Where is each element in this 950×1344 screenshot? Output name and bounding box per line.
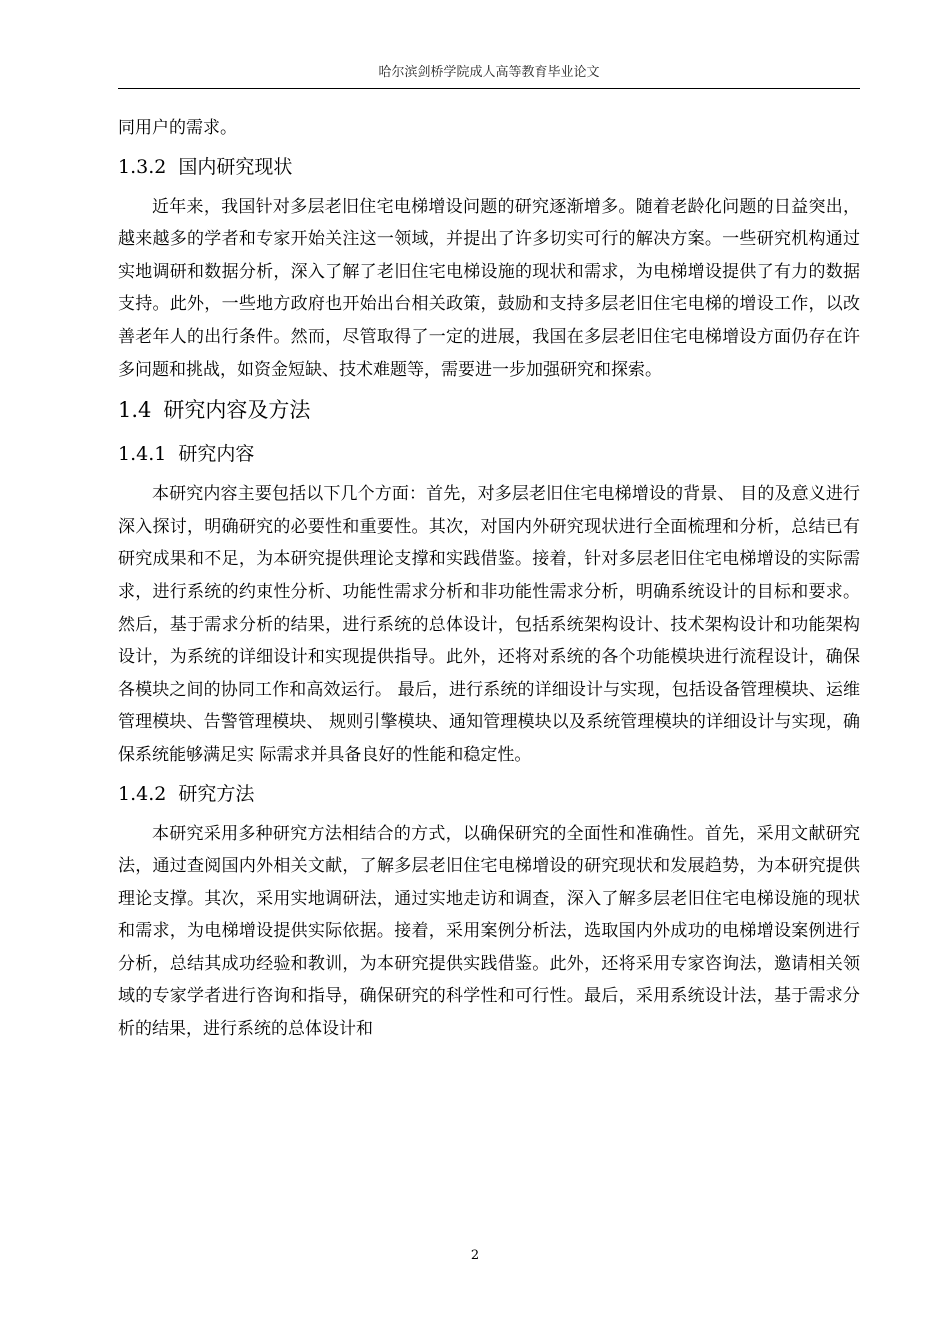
paragraph-domestic-research: 近年来，我国针对多层老旧住宅电梯增设问题的研究逐渐增多。随着老龄化问题的日益突出，越来越多的学者和专家开始关注这一领域，并提出了许多切实可行的解决方案。一些研究机构通过实地调研和数据分析，深入了解了老旧住宅电梯设施的现状和需求，为电梯增设提供了有力的数据支持。此外，一些地方政府也开始出台相关政策，鼓励和支持多层老旧住宅电梯的增设工作，以改善老年人的出行条件。然而，尽管取得了一定的进展，我国在多层老旧住宅电梯增设方面仍存在许多问题和挑战，如资金短缺、技术难题等，需要进一步加强研究和探索。 <box>118 196 860 380</box>
document-body <box>118 112 860 1046</box>
section-heading-1-4-2 <box>118 774 860 814</box>
section-heading-1-4-1 <box>118 434 860 474</box>
page-header <box>118 58 860 89</box>
section-number: 1.4.2 <box>118 782 167 805</box>
paragraph-research-content: 本研究内容主要包括以下几个方面：首先，对多层老旧住宅电梯增设的背景、 目的及意义进行深入探讨，明确研究的必要性和重要性。其次，对国内外研究现状进行全面梳理和分析，总结已有研究成果和不足，为本研究提供理论支撑和实践借鉴。接着，针对多层老旧住宅电梯增设的实际需求，进行系统的约束性分析、功能性需求分析和非功能性需求分析，明确系统设计的目标和要求。然后，基于需求分析的结果，进行系统的总体设计，包括系统架构设计、技术架构设计和功能架构设计，为系统的详细设计和实现提供指导。此外，还将对系统的各个功能模块进行流程设计，确保各模块之间的协同工作和高效运行。 最后，进行系统的详细设计与实现，包括设备管理模块、运维管理模块、告警管理模块、 规则引擎模块、通知管理模块以及系统管理模块的详细设计与实现，确保系统能够满足实 际需求并具备良好的性能和稳定性。 <box>118 484 860 765</box>
section-heading-1-4 <box>118 388 860 432</box>
paragraph-research-methods: 本研究采用多种研究方法相结合的方式，以确保研究的全面性和准确性。首先，采用文献研究法，通过查阅国内外相关文献，了解多层老旧住宅电梯增设的研究现状和发展趋势，为本研究提供理论支撑。其次，采用实地调研法，通过实地走访和调查，深入了解多层老旧住宅电梯设施的现状和需求，为电梯增设提供实际依据。接着，采用案例分析法，选取国内外成功的电梯增设案例进行分析，总结其成功经验和教训，为本研究提供实践借鉴。此外，还将采用专家咨询法，邀请相关领域的专家学者进行咨询和指导，确保研究的科学性和可行性。最后，采用系统设计法，基于需求分析的结果，进行系统的总体设计和 <box>118 823 860 1040</box>
section-number: 1.4.1 <box>118 443 167 466</box>
paragraph-continuation: 同用户的需求。 <box>118 118 237 138</box>
page-number: 2 <box>470 1248 480 1263</box>
section-title: 研究方法 <box>178 782 255 805</box>
section-title: 研究内容及方法 <box>163 398 311 423</box>
section-title: 研究内容 <box>178 443 255 466</box>
section-title: 国内研究现状 <box>178 155 293 178</box>
header-title: 哈尔滨剑桥学院成人高等教育毕业论文 <box>378 65 600 80</box>
section-number: 1.4 <box>118 398 152 423</box>
section-number: 1.3.2 <box>118 155 167 178</box>
section-heading-1-3-2 <box>118 147 860 187</box>
